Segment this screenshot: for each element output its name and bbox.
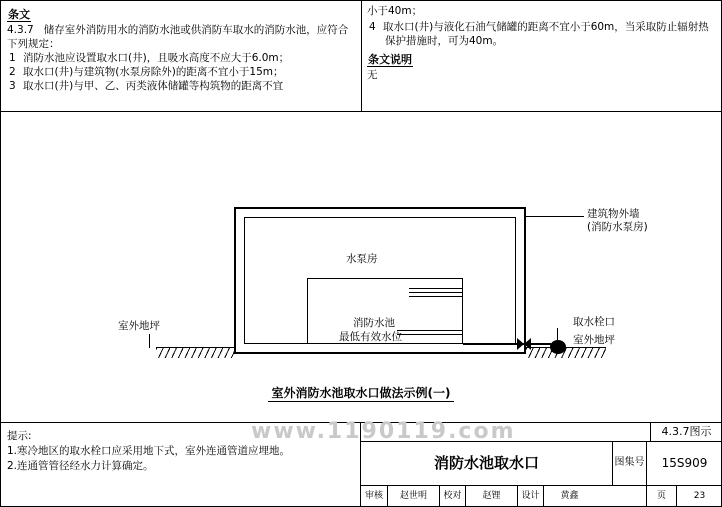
clause-number: 4.3.7 [7,24,34,36]
page-label: 页 [646,485,676,507]
clause-item-number: 2 [9,66,16,78]
clause-item-text: 取水口(井)与液化石油气储罐的距离不宜小于60m，当采取防止辐射热保护措施时，可为40m。 [383,21,709,47]
leader-line-ground-left [149,334,150,348]
clause-continuation: 小于40m； [367,5,423,17]
tank-name-label: 消防水池 [353,317,395,329]
connecting-pipe [463,343,551,345]
leader-line-intake [557,328,558,342]
water-level-line [409,296,463,297]
clause-item [367,20,715,48]
outer-wall-subtext: (消防水泵房) [587,221,648,233]
notes-line: 2.连通管管径经水力计算确定。 [7,460,154,472]
notes-line: 1.寒冷地区的取水栓口应采用地下式，室外连通管道应埋地。 [7,445,291,457]
clause-item-text: 取水口(井)与甲、乙、丙类液体储罐等构筑物的距离不宜 [23,80,284,92]
figure-caption [1,384,721,401]
figure-number: 4.3.7图示 [650,423,722,441]
leader-line-outer-wall-v [526,216,527,217]
explanation-text: 无 [367,69,378,81]
outer-wall-text: 建筑物外墙 [587,208,640,220]
clause-item-text: 取水口(井)与建筑物(水泵房除外)的距离不宜小于15m； [23,66,284,78]
watermark: www.1190119.com [251,419,516,444]
clause-item [7,51,355,65]
leader-line-outer-wall [526,216,584,217]
ground-hatch-left [156,348,234,358]
figure-caption-text: 室外消防水池取水口做法示例(一) [268,386,455,402]
sheet-title: 消防水池取水口 [433,454,539,472]
section-label-clause: 条文 [8,8,30,21]
sig-cell-review-label: 审核 [364,491,383,501]
atlas-number: 15S909 [646,441,722,485]
intake-label: 取水栓口 [573,316,615,328]
water-level-line [409,292,463,293]
outer-wall-label [587,208,648,234]
drawing-area [1,112,721,422]
pump-room-label: 水泵房 [346,253,378,265]
sig-cell-check-name: 赵锂 [465,485,517,507]
page-number: 23 [676,485,722,507]
lowest-level-line [397,334,463,335]
ground-label-right: 室外地坪 [573,334,615,346]
clause-item-number: 1 [9,52,16,64]
clause-text: 储存室外消防用水的消防水池或供消防车取水的消防水池，应符合下列规定： [7,24,349,50]
clause-item-number: 4 [369,21,376,33]
sig-cell-review-name: 赵世明 [387,485,439,507]
ground-label-left: 室外地坪 [118,320,160,332]
lowest-level-line [397,330,463,331]
clause-item [7,79,355,93]
sig-cell-check-label: 校对 [439,485,465,507]
clause-item [7,65,355,79]
water-level-line [409,288,463,289]
top-text-area [1,1,721,111]
clause-item-text: 消防水池应设置取水口(井)，且吸水高度不应大于6.0m； [23,52,290,64]
sig-cell-design-label: 设计 [517,485,543,507]
tank-level-label: 最低有效水位 [339,331,402,343]
clause-item-number: 3 [9,80,16,92]
clause-column [1,1,361,111]
notes-title: 提示: [7,430,32,442]
explanation-column [361,1,721,111]
section-label-explanation: 条文说明 [368,53,412,66]
atlas-label: 图集号 [612,441,646,485]
sig-cell-design-name: 黄鑫 [543,485,595,507]
clause-body [7,23,355,51]
ground-hatch-right [526,348,606,358]
